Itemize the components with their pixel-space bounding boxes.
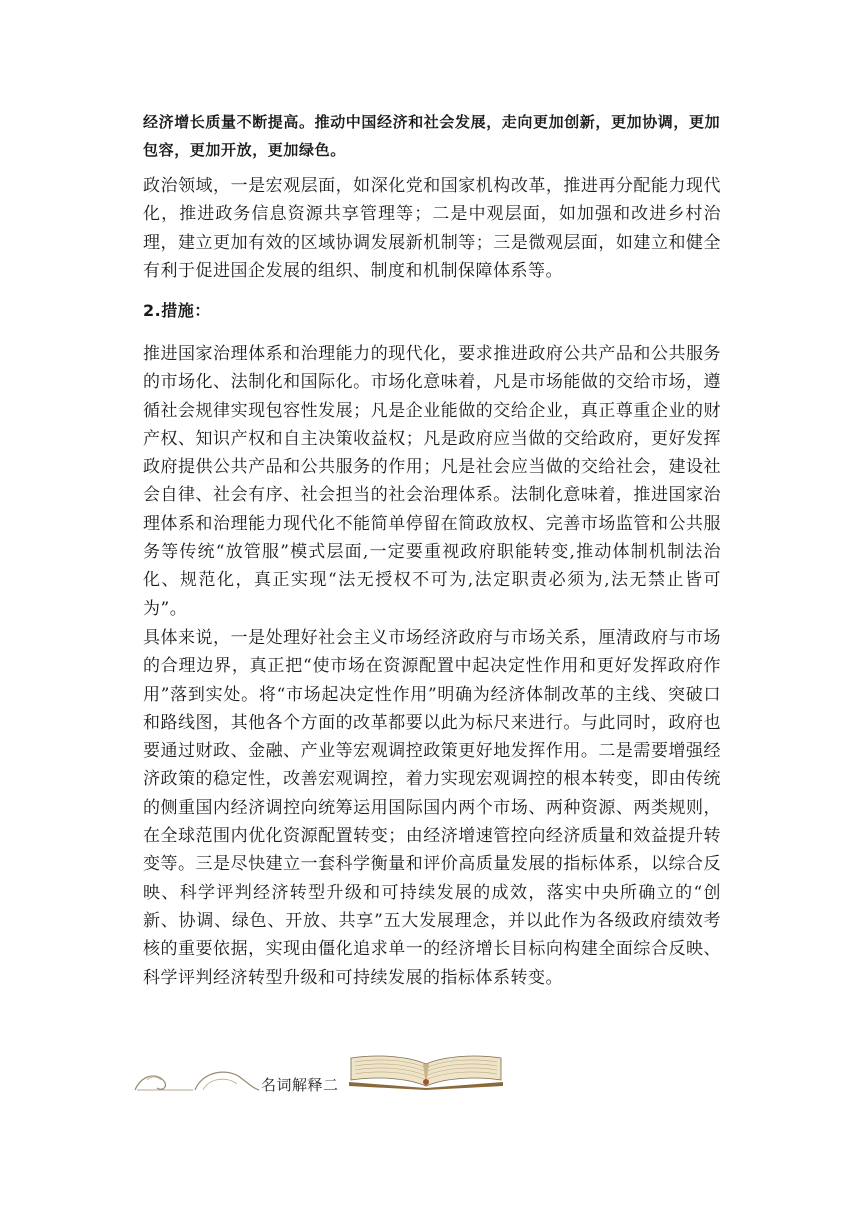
paragraph-measures: 推进国家治理体系和治理能力的现代化，要求推进政府公共产品和公共服务的市场化、法制化和国际化。市场化意味着，凡是市场能做的交给市场，遵循社会规律实现包容性发展；凡是企业能做的交给企业，真正尊重企业的财产权、知识产权和自主决策收益权；凡是政府应当做的交给政府，更好发挥政府提供公共产品和公共服务的作用；凡是社会应当做的交给社会，建设社会自律、社会有序、社会担当的社会治理体系。法制化意味着，推进国家治理体系和治理能力现代化不能简单停留在简政放权、完善市场监管和公共服务等传统“放管服”模式层面,一定要重视政府职能转变,推动体制机制法治化、规范化，真正实现“法无授权不可为,法定职责必须为,法无禁止皆可为”。 xyxy=(143,344,721,619)
scroll-ornament-icon xyxy=(133,1066,263,1092)
paragraph-specifics: 具体来说，一是处理好社会主义市场经济政府与市场关系，厘清政府与市场的合理边界，真正把“使市场在资源配置中起决定性作用和更好发挥政府作用”落到实处。将“市场起决定性作用”明确为经济体制改革的主线、突破口和路线图，其他各个方面的改革都要以此为标尺来进行。与此同时，政府也要通过财政、金融、产业等宏观调控政策更好地发挥作用。二是需要增强经济政策的稳定性，改善宏观调控，着力实现宏观调控的根本转变，即由传统的侧重国内经济调控向统筹运用国际国内两个市场、两种资源、两类规则，在全球范围内优化资源配置转变；由经济增速管控向经济质量和效益提升转变等。三是尽快建立一套科学衡量和评价高质量发展的指标体系，以综合反映、科学评判经济转型升级和可持续发展的成效，落实中央所确立的“创新、协调、绿色、开放、共享”五大发展理念，并以此作为各级政府绩效考核的重要依据，实现由僵化追求单一的经济增长目标向构建全面综合反映、科学评判经济转型升级和可持续发展的指标体系转变。 xyxy=(143,628,721,988)
footer-banner xyxy=(133,1052,505,1092)
paragraph-politics: 政治领域，一是宏观层面，如深化党和国家机构改革，推进再分配能力现代化，推进政务信息资源共享管理等；二是中观层面，如加强和改进乡村治理，建立更加有效的区域协调发展新机制等；三是微观层面，如建立和健全有利于促进国企发展的组织、制度和机制保障体系等。 xyxy=(143,176,721,281)
intro-bold-text: 经济增长质量不断提高。推动中国经济和社会发展，走向更加创新，更加协调，更加包容，更加开放，更加绿色。 xyxy=(143,113,721,159)
open-book-icon xyxy=(347,1052,505,1090)
section-heading-measures: 2.措施： xyxy=(143,301,211,320)
banner-label: 名词解释二 xyxy=(261,1076,339,1094)
